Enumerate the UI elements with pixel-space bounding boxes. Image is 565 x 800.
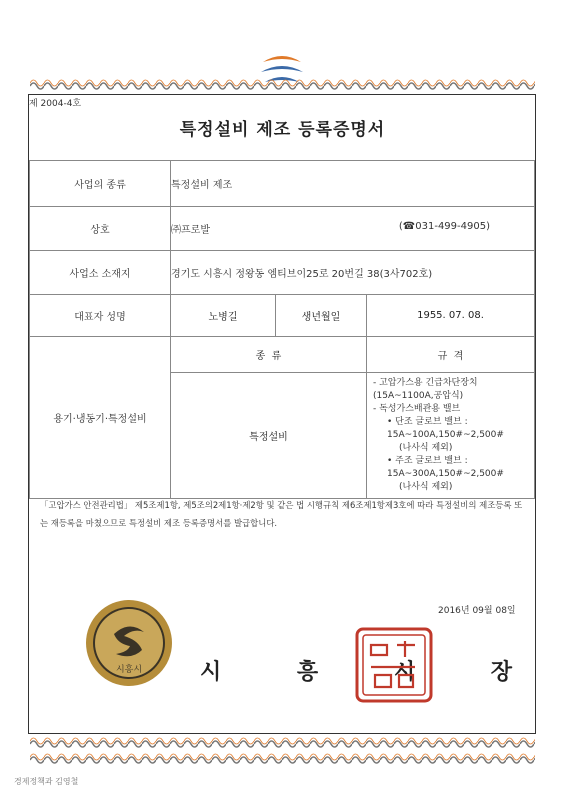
page-title: 특정설비 제조 등록증명서	[179, 120, 386, 140]
top-ornament-border	[30, 78, 535, 90]
table-row	[30, 161, 535, 207]
footer-note: 경제정책과 김영철	[14, 777, 79, 786]
spec-line: - 고압가스용 긴급차단장치(15A~1100A,공압식)	[373, 378, 478, 401]
round-city-seal-icon	[84, 598, 174, 688]
company-cell	[171, 207, 535, 251]
spec-line: - 독성가스배관용 밸브	[373, 404, 461, 414]
spec-line: • 단조 글로브 밸브 : 15A~100A,150#~2,500#	[387, 417, 504, 440]
spec-line: (나사식 제외)	[399, 482, 453, 492]
equipment-type-header: 종 류	[171, 337, 367, 373]
square-mayor-seal-icon	[355, 627, 433, 703]
bottom-ornament-border	[30, 736, 535, 748]
table-row	[30, 295, 535, 337]
spec-line: (나사식 제외)	[399, 443, 453, 453]
certification-paragraph: 「고압가스 안전관리법」 제5조제1항, 제5조의2제1항·제2항 및 같은 법 시행규칙 제6조제1항제3호에 따라 특정설비의 제조등록 또는 재등록을 마쳤으므로 특정설비 제조 등록증명서를 발급합니다.	[40, 500, 523, 528]
equipment-spec-value	[367, 373, 535, 499]
issuer-name: 시 흥 시 장	[200, 660, 546, 685]
business-type-label: 사업의 종류	[30, 161, 171, 207]
representative-label: 대표자 성명	[30, 295, 171, 337]
representative-name: 노병길	[171, 295, 276, 337]
svg-text:시흥시: 시흥시	[115, 665, 143, 675]
table-row	[30, 251, 535, 295]
bottom-ornament-border-2	[30, 752, 535, 764]
address-value: 경기도 시흥시 정왕동 엠티브이25로 20번길 38(3사702호)	[171, 251, 535, 295]
company-label: 상호	[30, 207, 171, 251]
equipment-label: 용기·냉동기·특정설비	[30, 337, 171, 499]
spec-line: • 주조 글로브 밸브 : 15A~300A,150#~2,500#	[387, 456, 504, 479]
equipment-spec-header: 규 격	[367, 337, 535, 373]
business-type-value: 특정설비 제조	[171, 161, 535, 207]
table-row	[30, 337, 535, 373]
equipment-type-value: 특정설비	[171, 373, 367, 499]
birth-date-value: 1955. 07. 08.	[367, 295, 535, 337]
certificate-table	[29, 160, 535, 499]
issue-date: 2016년 09월 08일	[438, 606, 516, 616]
company-name: ㈜프로발	[171, 225, 210, 236]
table-row	[30, 207, 535, 251]
document-number: 제 2004-4호	[29, 99, 82, 109]
address-label: 사업소 소재지	[30, 251, 171, 295]
company-phone: (☎031-499-4905)	[398, 221, 490, 232]
birth-date-label: 생년월일	[276, 295, 367, 337]
